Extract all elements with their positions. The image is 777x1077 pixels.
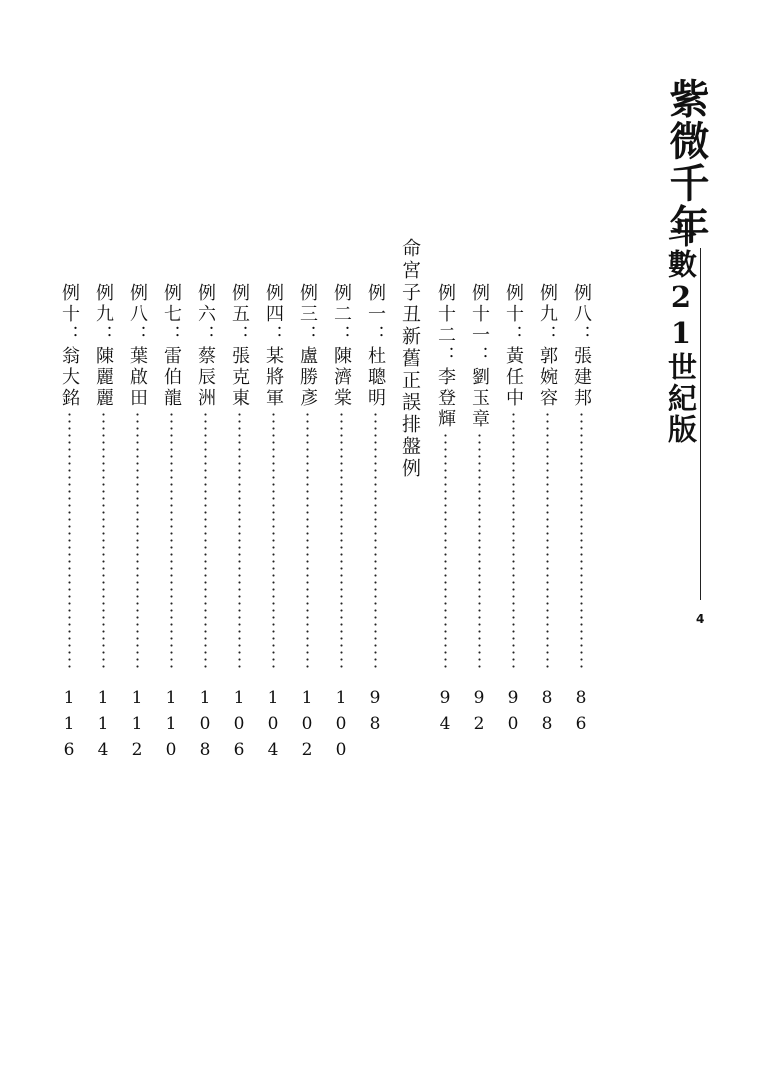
toc-entry	[292, 283, 322, 409]
toc-entry-page: 112	[127, 688, 147, 766]
toc-entry	[360, 283, 390, 409]
toc-entry-label: 例二：陳濟棠	[331, 283, 352, 409]
section-title: 命宮子丑新舊正誤排盤例	[399, 238, 421, 480]
toc-entry-page: 92	[469, 688, 489, 740]
toc-entry-label: 例十一：劉玉章	[469, 283, 490, 430]
toc-leader-dots	[444, 432, 447, 668]
toc-entry-page: 116	[59, 688, 79, 766]
toc-entry-label: 例五：張克東	[229, 283, 250, 409]
toc-entry	[498, 283, 528, 409]
toc-entry-label: 例四：某將軍	[263, 283, 284, 409]
toc-entry-page: 106	[229, 688, 249, 766]
toc-entry-label: 例九：陳麗麗	[93, 283, 114, 409]
book-subtitle: 斗數21世紀版	[664, 218, 698, 445]
toc-entry	[326, 283, 356, 409]
toc-leader-dots	[546, 411, 549, 668]
toc-entry-label: 例十二：李登輝	[435, 283, 456, 430]
toc-entry-page: 104	[263, 688, 283, 766]
toc-entry	[54, 283, 84, 409]
toc-entry-page: 110	[161, 688, 181, 766]
toc-leader-dots	[306, 411, 309, 668]
toc-entry	[464, 283, 494, 430]
toc-entry	[224, 283, 254, 409]
toc-entry-label: 例三：盧勝彥	[297, 283, 318, 409]
toc-entry	[190, 283, 220, 409]
toc-entry-label: 例七：雷伯龍	[161, 283, 182, 409]
toc-entry	[566, 283, 596, 409]
book-title: 紫微千年	[663, 78, 710, 246]
toc-leader-dots	[102, 411, 105, 668]
toc-leader-dots	[136, 411, 139, 668]
toc-entry-page: 88	[537, 688, 557, 740]
toc-leader-dots	[374, 411, 377, 668]
toc-leader-dots	[580, 411, 583, 668]
toc-entry-label: 例八：張建邦	[571, 283, 592, 409]
toc-entry-label: 例十：黃任中	[503, 283, 524, 409]
toc-entry-label: 例九：郭婉容	[537, 283, 558, 409]
toc-entry-page: 108	[195, 688, 215, 766]
toc-entry-page: 86	[571, 688, 591, 740]
toc-entry	[532, 283, 562, 409]
toc-entry-page: 102	[297, 688, 317, 766]
toc-entry-label: 例一：杜聰明	[365, 283, 386, 409]
toc-entry	[88, 283, 118, 409]
toc-leader-dots	[68, 411, 71, 668]
toc-leader-dots	[512, 411, 515, 668]
toc-entry	[430, 283, 460, 430]
toc-leader-dots	[272, 411, 275, 668]
toc-entry	[258, 283, 288, 409]
toc-entry	[122, 283, 152, 409]
toc-entry-label: 例八：葉啟田	[127, 283, 148, 409]
toc-leader-dots	[204, 411, 207, 668]
toc-leader-dots	[478, 432, 481, 668]
toc-entry-page: 98	[365, 688, 385, 740]
page-number: 4	[696, 612, 705, 626]
toc-entry-page: 94	[435, 688, 455, 740]
toc-entry-page: 90	[503, 688, 523, 740]
header-rule	[700, 248, 701, 600]
toc-leader-dots	[238, 411, 241, 668]
toc-entry-label: 例六：蔡辰洲	[195, 283, 216, 409]
toc-entry-page: 100	[331, 688, 351, 766]
toc-entry-page: 114	[93, 688, 113, 766]
toc-entry-label: 例十：翁大銘	[59, 283, 80, 409]
toc-leader-dots	[340, 411, 343, 668]
toc-entry	[156, 283, 186, 409]
toc-leader-dots	[170, 411, 173, 668]
